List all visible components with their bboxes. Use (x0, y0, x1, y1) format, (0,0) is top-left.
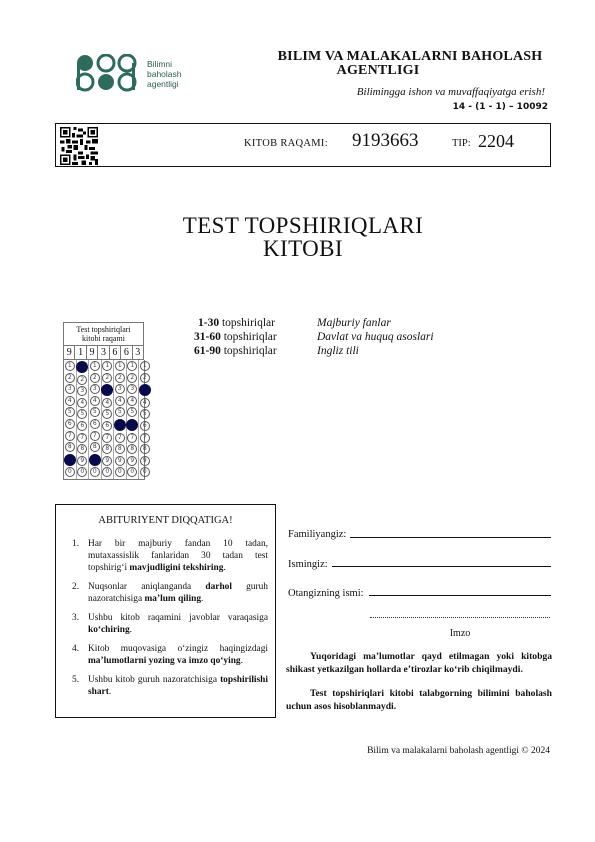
bubble-column (102, 360, 115, 479)
section-subject: Majburiy fanlar (317, 317, 391, 329)
bubble: 5 (77, 409, 87, 419)
patronymic-label: Otangizning ismi: (288, 588, 364, 599)
bubble: 4 (127, 396, 137, 406)
digit-row (63, 345, 144, 360)
bubble: 4 (115, 396, 125, 406)
notice-title: ABITURIYENT DIQQATIGA! (98, 515, 233, 526)
bubble: 7 (102, 433, 112, 443)
bubble: 2 (90, 373, 100, 383)
bubble: 7 (90, 431, 100, 441)
bubble: 1 (127, 361, 137, 371)
footer-copyright: Bilim va malakalarni baholash agentligi © 2024 (367, 746, 550, 756)
section-row: 1-30 topshiriqlar (198, 317, 275, 329)
bubble: 8 (115, 444, 125, 454)
slogan: Bilimingga ishon va muvaffaqiyatga erish! (356, 86, 545, 98)
filled-bubble: 9 (64, 454, 76, 466)
bubble: 4 (102, 398, 112, 408)
bubble: 6 (90, 419, 100, 429)
bubble: 8 (127, 444, 137, 454)
bubble: 0 (102, 467, 112, 477)
bubble: 4 (65, 396, 75, 406)
name-field[interactable] (332, 566, 551, 567)
bubble: 0 (65, 467, 75, 477)
surname-label: Familiyangiz: (288, 529, 347, 540)
bubble: 4 (90, 396, 100, 406)
bubble: 3 (90, 384, 100, 394)
bubble: 4 (77, 398, 87, 408)
section-row: 31-60 topshiriqlar (194, 331, 277, 343)
bubble: 0 (90, 467, 100, 477)
list-item: 1. Har bir majburiy fandan 10 tadan, mutaxassislik fanlaridan 30 tadan test topshirig‘i mavjudligini tekshiring. (72, 539, 268, 573)
organization-title: BILIM VA MALAKALARNI BAHOLASH AGENTLIGI (277, 49, 543, 78)
bubble: 7 (140, 433, 150, 443)
section-subject: Ingliz tili (317, 345, 359, 357)
bubble: 2 (127, 373, 137, 383)
digit-cell: 3 (98, 346, 109, 360)
section-subject: Davlat va huquq asoslari (317, 331, 434, 343)
disclaimer-text: Test topshiriqlari kitobi talabgorning bilimini baholash uchun asos hisoblanmaydi. (286, 688, 552, 712)
bubble-column (127, 360, 140, 479)
bubble: 1 (90, 361, 100, 371)
bubble: 3 (65, 384, 75, 394)
bubble: 3 (115, 384, 125, 394)
digit-cell: 6 (121, 346, 132, 360)
bubble: 7 (115, 433, 125, 443)
filled-bubble: 6 (114, 419, 126, 431)
book-number-label: KITOB RAQAMI: (244, 138, 328, 149)
bubble: 5 (140, 409, 150, 419)
bubble: 6 (77, 421, 87, 431)
list-item: 3. Ushbu kitob raqamini javoblar varaqasiga ko‘chiring. (72, 613, 268, 635)
notice-list (72, 538, 268, 705)
bubble: 1 (140, 361, 150, 371)
bubble: 9 (140, 456, 150, 466)
section-row: 61-90 topshiriqlar (194, 345, 277, 357)
bubble: 2 (77, 375, 87, 385)
bubble: 3 (127, 384, 137, 394)
bubble: 7 (65, 431, 75, 441)
bubble: 5 (127, 407, 137, 417)
warning-text: Yuqoridagi ma’lumotlar qayd etilmagan yoki kitobga shikast yetkazilgan hollarda e’tirozlar ko‘rib chiqilmaydi. (286, 651, 552, 675)
filled-bubble: 3 (101, 384, 113, 396)
list-item: 4. Kitob muqovasiga o‘zingiz haqingizdagi ma’lumotlarni yozing va imzo qo‘ying. (72, 644, 268, 666)
bubble: 8 (90, 442, 100, 452)
bubble-column (89, 360, 102, 479)
digit-cell: 9 (86, 346, 97, 360)
bubble: 3 (77, 386, 87, 396)
bubble: 1 (115, 361, 125, 371)
digit-cell: 6 (109, 346, 120, 360)
bubble: 6 (140, 421, 150, 431)
bubble: 5 (90, 407, 100, 417)
bubble: 2 (115, 373, 125, 383)
bubble: 2 (65, 373, 75, 383)
bubble: 9 (77, 456, 87, 466)
bubble: 7 (127, 433, 137, 443)
bubble: 8 (102, 444, 112, 454)
bubble-column (77, 360, 90, 479)
logo-wordmark: Bilimni baholash agentligi (147, 59, 182, 89)
bubble: 9 (115, 456, 125, 466)
bubble: 6 (65, 419, 75, 429)
surname-field[interactable] (350, 537, 551, 538)
bubble: 5 (102, 409, 112, 419)
signature-line[interactable] (370, 617, 550, 618)
bubble: 8 (140, 444, 150, 454)
bubble: 6 (102, 421, 112, 431)
bubble-column (114, 360, 127, 479)
bubble-column (64, 360, 77, 479)
digit-cell: 3 (132, 346, 143, 360)
bubble-grid-header: Test topshiriqlari kitobi raqami (63, 322, 144, 345)
filled-bubble: 9 (89, 454, 101, 466)
bubble: 2 (140, 373, 150, 383)
bubble: 8 (65, 442, 75, 452)
bubble: 9 (127, 456, 137, 466)
filled-bubble: 1 (76, 361, 88, 373)
bubble-column (139, 360, 151, 479)
bubble: 0 (77, 467, 87, 477)
bubble: 0 (115, 467, 125, 477)
bubble: 1 (65, 361, 75, 371)
digit-cell: 9 (64, 346, 75, 360)
bubble: 7 (77, 433, 87, 443)
page-title: TEST TOPSHIRIQLARI KITOBI (182, 213, 424, 261)
bubble: 5 (115, 407, 125, 417)
type-value: 2204 (478, 131, 514, 151)
bubble: 9 (102, 456, 112, 466)
list-item: 2. Nuqsonlar aniqlanganda darhol guruh nazoratchisiga ma’lum qiling. (72, 582, 268, 604)
signature-label: Imzo (449, 628, 471, 639)
bubble: 2 (102, 373, 112, 383)
document-code: 14 - (1 - 1) – 10092 (452, 102, 548, 112)
bubble: 4 (140, 398, 150, 408)
patronymic-field[interactable] (369, 595, 551, 596)
book-number-value: 9193663 (352, 130, 419, 151)
filled-bubble: 3 (139, 384, 151, 396)
bubble: 8 (77, 444, 87, 454)
name-label: Ismingiz: (288, 559, 328, 570)
digit-cell: 1 (75, 346, 86, 360)
bubble: 1 (102, 361, 112, 371)
filled-bubble: 6 (126, 419, 138, 431)
bubble-columns (63, 360, 145, 480)
bubble: 0 (127, 467, 137, 477)
list-item: 5. Ushbu kitob guruh nazoratchisiga topshirilishi shart. (72, 675, 268, 697)
bubble: 0 (140, 467, 150, 477)
bubble: 5 (65, 407, 75, 417)
type-label: TIP: (452, 138, 471, 149)
qr-code-icon (60, 127, 98, 165)
book-number-bubble-grid (63, 322, 147, 480)
